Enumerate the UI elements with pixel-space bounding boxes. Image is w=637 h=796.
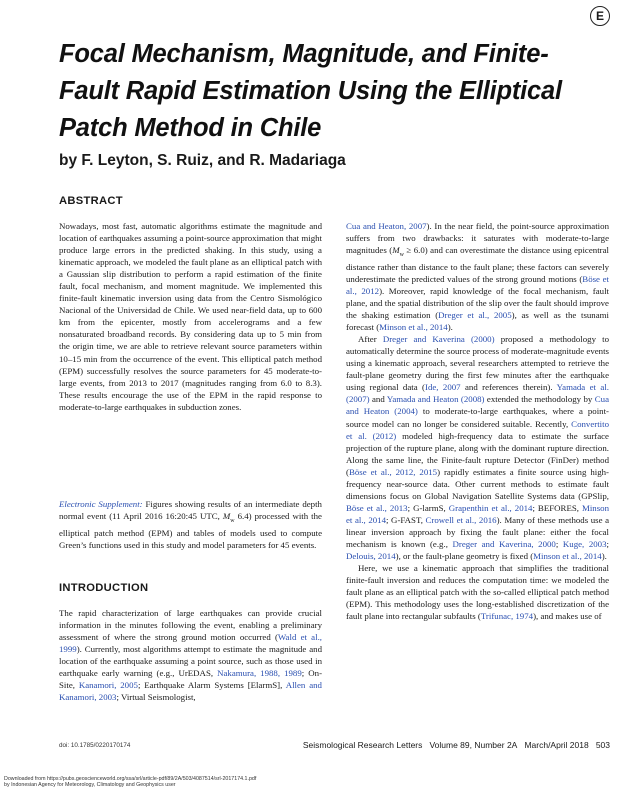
footer-journal-info <box>253 740 610 751</box>
ref-link[interactable]: Dreger et al., 2005 <box>438 310 512 321</box>
abstract-text: Nowadays, most fast, automatic algorithms estimate the magnitude and location of earthquakes assuming a point-source approximation that might produce large errors in the predicted shaking. In this study, using a kinematic approach, we modeled the fault plane as an elliptical patch with a Gaussian slip distribution to perform a rapid estimation of the finite fault, focal mechanism, and moment magnitude. We implemented this finite-fault kinematic inversion using data from the Centro Sismológico Nacional of the Universidad de Chile. We used near-field data, up to 600 km from the epicenter, mostly from accelerograms and a few nonsaturated broadband records. By considering data up to 5 min from the origin time, we are able to retrieve relevant source parameters within 10–15 min from the occurrence of the event. This elliptical patch method (EPM) successfully resolves the source parameters for 45 moderate-to-large events, from 2013 to 2017 (magnitudes ranging from 6.0 to 8.3). These results encourage the use of the EPM in the rapid response to moderate-to-large earthquakes in subduction zones. <box>59 221 322 412</box>
ref-link[interactable]: Cua and Heaton (2004) <box>346 394 609 417</box>
right-paragraph-1: Cua and Heaton, 2007). In the near field, the point-source approximation suffers from two drawbacks: it saturates with moderate-to-large magnitudes $(M_w \ge 6.0)$ and can overestimate the distance using epicentral distance rather than distance to the fault plane; these factors can severely underestimate the predicted values of the strong ground motions (Böse et al., 2012). Moreover, rapid knowledge of the focal mechanism, fault plane, and the spatial distribution of the slip over the fault should improve the shaking estimation (Dreger et al., 2005), as well as the tsunami forecast (Minson et al., 2014). <box>346 221 609 333</box>
download-note <box>4 776 624 789</box>
supplement-link[interactable]: Electronic Supplement: <box>59 499 143 509</box>
ref-link[interactable]: Yamada et al. (2007) <box>346 382 609 405</box>
ref-link[interactable]: Crowell et al., 2016 <box>425 514 497 525</box>
ref-link[interactable]: Grapenthin et al., 2014 <box>448 502 533 513</box>
ref-link[interactable]: Delouis, 2014 <box>346 551 396 562</box>
ref-link[interactable]: Dreger and Kaverina (2000) <box>382 334 495 345</box>
ref-link[interactable]: Minson et al., 2014 <box>533 551 602 562</box>
ref-link[interactable]: Allen and Kanamori, 2003 <box>59 680 322 703</box>
electronic-supplement-note: Electronic Supplement: Figures showing results of an intermediate depth normal event (11 April 2016 16:20:45 UTC, $M_w$ 6.4) processed with the elliptical patch method (EPM) and tables of models used to compute Green’s functions used in this study and model parameters for 45 events. <box>59 499 322 550</box>
ref-link[interactable]: Minson et al., 2014 <box>379 322 448 333</box>
ref-link[interactable]: Trifunac, 1974 <box>480 611 534 622</box>
ref-link[interactable]: Kuge, 2003 <box>562 538 607 549</box>
article-authors: by F. Leyton, S. Ruiz, and R. Madariaga <box>59 152 346 169</box>
journal-name: Seismological Research Letters <box>302 740 423 750</box>
journal-date: March/April 2018 <box>524 740 589 750</box>
download-link[interactable]: Downloaded from https://pubs.geoscienceworld.org/ssa/srl/article-pdf/89/2A/503/4087514/srl-2017174.1.pdf <box>4 776 257 782</box>
page-number: 503 <box>595 740 610 750</box>
ref-link[interactable]: Böse et al., 2012 <box>346 273 609 296</box>
introduction-heading: INTRODUCTION <box>59 582 149 594</box>
journal-volume: Volume 89, Number 2A <box>429 740 518 750</box>
ref-link[interactable]: Wald et al., 1999 <box>59 632 322 655</box>
article-title: Focal Mechanism, Magnitude, and Finite-Fault Rapid Estimation Using the Elliptical Patch Method in Chile <box>59 40 562 142</box>
ref-link[interactable]: Cua and Heaton, 2007 <box>346 221 427 231</box>
ref-link[interactable]: Böse et al., 2013 <box>346 502 408 513</box>
ref-link[interactable]: Ide, 2007 <box>425 382 461 393</box>
ref-link[interactable]: Minson et al., 2014 <box>346 502 610 525</box>
electronic-supplement-badge: E <box>590 6 610 26</box>
right-column <box>346 220 609 622</box>
left-column <box>59 220 322 413</box>
ref-link[interactable]: Dreger and Kaverina, 2000 <box>452 538 556 549</box>
ref-link[interactable]: Kanamori, 2005 <box>78 680 138 691</box>
abstract-heading: ABSTRACT <box>59 195 123 207</box>
footer-doi: doi: 10.1785/0220170174 <box>59 742 131 749</box>
right-paragraph-2: After Dreger and Kaverina (2000) proposed a methodology to automatically determine the source process of moderate-magnitude events using a kinematic approach, several researchers attempted to retrieve the fault-plane geometry during the first few minutes after the earthquake using regional data (Ide, 2007 and references therein). Yamada et al. (2007) and Yamada and Heaton (2008) extended the methodology by Cua and Heaton (2004) to moderate-to-large earthquakes, where a point-source model can no longer be considered suitable. Recently, Convertito et al. (2012) modeled high-frequency data to estimate the surface projection of the rupture plane, along with the dominant rupture direction. Along the same line, the Finite-fault rupture Detector (FinDer) method (Böse et al., 2012, 2015) rapidly estimates a finite source using high-frequency near-source data. Other current methods to estimate fault dimensions focus on Global Navigation Satellite Systems data (GPSlip, Böse et al., 2013; G-larmS, Grapenthin et al., 2014; BEFORES, Minson et al., 2014; G-FAST, Crowell et al., 2016). Many of these methods use a linear inversion approach by fixing the fault plane: either the focal mechanism is known (e.g., Dreger and Kaverina, 2000; Kuge, 2003; Delouis, 2014), or the fault-plane geometry is fixed (Minson et al., 2014). <box>346 334 610 562</box>
ref-link[interactable]: Nakamura, 1988, 1989 <box>217 668 302 679</box>
ref-link[interactable]: Convertito et al. (2012) <box>346 418 609 441</box>
right-paragraph-3: Here, we use a kinematic approach that simplifies the traditional finite-fault inversion and reduces the computation time: we modeled the fault plane as an elliptical patch with the so-called elliptical patch method (EPM). This methodology uses the long-established discretization of the fault plane into rectangular subfaults (Trifunac, 1974), and makes use of <box>346 563 609 622</box>
introduction-left-text: The rapid characterization of large earthquakes can provide crucial information in the minutes following the event, enabling a preliminary assessment of where the strong ground motion occurred (Wald et al., 1999). Currently, most algorithms attempt to estimate the magnitude and location of the earthquake assuming a point source, such as those used in earthquake early warning (e.g., UrEDAS, Nakamura, 1988, 1989; On-Site, Kanamori, 2005; Earthquake Alarm Systems [ElarmS], Allen and Kanamori, 2003; Virtual Seismologist, <box>59 608 323 703</box>
ref-link[interactable]: Böse et al., 2012, 2015 <box>348 466 438 477</box>
download-user: by Indonesian Agency for Meteorology, Climatology and Geophysics user <box>4 782 176 789</box>
ref-link[interactable]: Yamada and Heaton (2008) <box>386 394 485 405</box>
